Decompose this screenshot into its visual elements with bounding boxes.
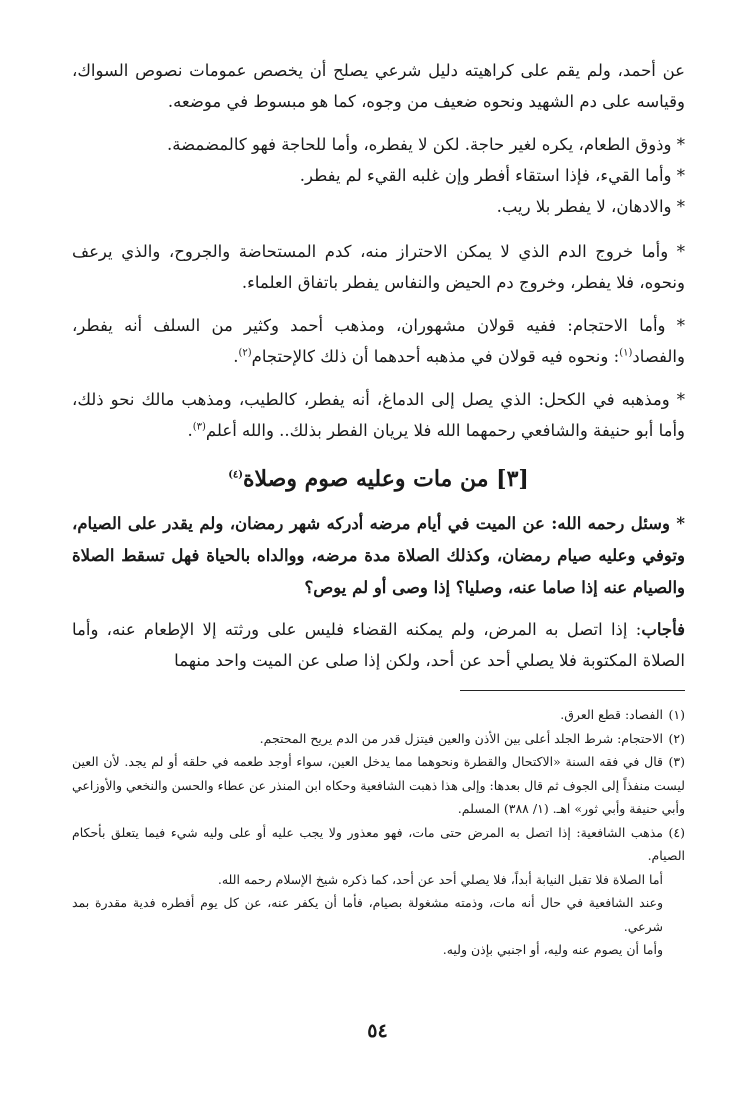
footnote-1 [72, 703, 685, 727]
answer-block [72, 614, 685, 676]
footnote-divider [460, 690, 685, 691]
answer-lead: فأجاب [641, 620, 685, 639]
bullet-text: * والادهان، لا يفطر بلا ريب. [496, 197, 685, 216]
footnote-number: (٤) [668, 824, 685, 840]
footnote-4 [72, 821, 685, 868]
footnote-marker-2: (٢) [238, 347, 252, 359]
section-heading [72, 464, 685, 494]
footnote-4-continuation: وعند الشافعية في حال أنه مات، وذمته مشغولة بصيام، فأما أن يكفر عنه، عن كل يوم أفطره فدية مقدرة بمد شرعي. [72, 895, 663, 934]
bullet-kohl [72, 384, 685, 446]
bullet-text: * وأما القيء، فإذا استقاء أفطر وإن غلبه القيء لم يفطر. [299, 166, 685, 185]
answer-text: : إذا اتصل به المرض، ولم يمكنه القضاء فليس على ورثته إلا الإطعام عنه، وأما الصلاة المكتوبة فلا يصلي أحد عن أحد، ولكن إذا صلى عن الميت واحد منهما [72, 620, 685, 670]
question-text: * وسئل رحمه الله: عن الميت في أيام مرضه أدركه شهر رمضان، ولم يقدر على الصيام، وتوفي وعليه صيام رمضان، وكذلك الصلاة مدة مرضه، ووالداه بالحياة فهل تسقط الصلاة والصيام عنه إذا صاما عنه، وصليا؟ إذا وصى أو لم يوص؟ [72, 514, 685, 597]
footnote-text: الاحتجام: شرط الجلد أعلى بين الأذن والعين فيتزل قدر من الدم يريح المحتجم. [259, 730, 663, 746]
main-text [72, 55, 685, 446]
footnote-2 [72, 727, 685, 751]
heading-text: [٣] من مات وعليه صوم وصلاة [243, 466, 529, 492]
footnotes [72, 703, 685, 962]
bullet-vomiting [72, 160, 685, 191]
bullet-text: . [233, 347, 239, 366]
bullet-blood [72, 236, 685, 298]
answer-paragraph [72, 614, 685, 676]
bullet-text: * وأما الاحتجام: ففيه قولان مشهوران، ومذهب أحمد وكثير من السلف أنه يفطر، والفصاد [72, 316, 685, 366]
footnote-4-continuation: وأما أن يصوم عنه وليه، أو اجنبي بإذن وليه. [442, 942, 663, 957]
bullet-oiling [72, 191, 685, 222]
footnote-number: (١) [668, 707, 685, 722]
footnote-marker-3: (٣) [192, 421, 206, 433]
footnote-marker-1: (١) [619, 347, 633, 359]
footnote-4-continuation: أما الصلاة فلا تقبل النيابة أبداً، فلا يصلي أحد عن أحد، كما ذكره شيخ الإسلام رحمه الله. [217, 871, 663, 887]
footnote-marker-4: (٤) [228, 469, 244, 481]
bullet-tasting-food [72, 129, 685, 160]
paragraph-siwak [72, 55, 685, 117]
bullet-cupping [72, 310, 685, 372]
footnote-number: (٢) [668, 730, 685, 746]
bullet-text: * وذوق الطعام، يكره لغير حاجة. لكن لا يفطره، وأما للحاجة فهو كالمضمضة. [167, 135, 685, 154]
footnote-text: قال في فقه السنة «الاكتحال والقطرة ونحوهما مما يدخل العين، سواء أوجد طعمه في حلقه أو لم يجد. لأن العين ليست منفذاً إلى الجوف ثم قال بعدها: وإلى هذا ذهبت الشافعية وحكاه ابن المنذر عن عطاء والحسن والنخعي والأوزاعي وأبي حنيفة وأبي ثور» اهـ. (١/ ٣٨٨) المسلم. [72, 754, 685, 816]
question-block [72, 508, 685, 604]
footnote-3 [72, 750, 685, 821]
footnote-text: الفصاد: قطع العرق. [560, 707, 663, 722]
bullet-text: : ونحوه فيه قولان في مذهبه أحدهما أن ذلك كالإحتجام [251, 347, 620, 366]
footnote-number: (٣) [668, 754, 685, 769]
bullet-text: * ومذهبه في الكحل: الذي يصل إلى الدماغ، أنه يفطر، كالطيب، ومذهب مالك نحو ذلك، وأما أبو حنيفة والشافعي رحمهما الله فلا يريان الفطر بذلك.. والله أعلم [72, 390, 685, 440]
bullet-text: . [187, 421, 193, 440]
page-number: ٥٤ [367, 1020, 388, 1042]
paragraph-text: عن أحمد، ولم يقم على كراهيته دليل شرعي يصلح أن يخصص عمومات نصوص السواك، وقياسه على دم الشهيد ونحوه ضعيف من وجوه، كما هو مبسوط في موضعه. [72, 61, 685, 111]
bullet-text: * وأما خروج الدم الذي لا يمكن الاحتراز منه، كدم المستحاضة والجروح، والذي يرعف ونحوه، فلا يفطر، وخروج دم الحيض والنفاس يفطر باتفاق العلماء. [72, 242, 685, 292]
footnote-text: مذهب الشافعية: إذا اتصل به المرض حتى مات، فهو معذور ولا يجب عليه أو على وليه شيء فيما يتعلق بأحكام الصيام. [72, 824, 685, 863]
